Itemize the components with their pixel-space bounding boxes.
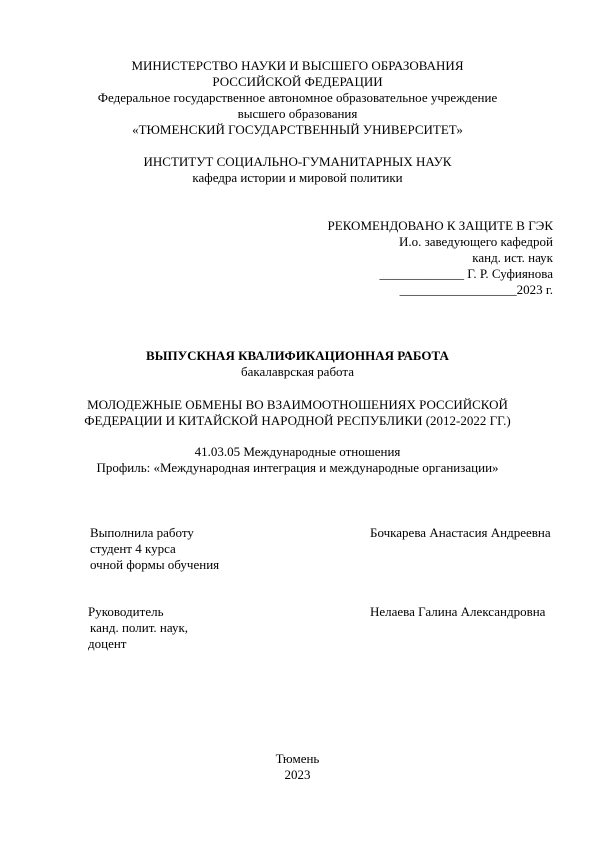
header-block xyxy=(0,58,595,138)
profile: Профиль: «Международная интеграция и международные организации» xyxy=(96,460,499,475)
ministry-line1: МИНИСТЕРСТВО НАУКИ И ВЫСШЕГО ОБРАЗОВАНИЯ xyxy=(131,58,464,73)
approval-position: И.о. заведующего кафедрой xyxy=(398,234,553,249)
approval-signature-line: _____________ Г. Р. Суфиянова xyxy=(379,266,553,281)
department-name: кафедра истории и мировой политики xyxy=(192,170,403,185)
author-label-line1: Выполнила работу xyxy=(90,525,194,540)
institute-name: ИНСТИТУТ СОЦИАЛЬНО-ГУМАНИТАРНЫХ НАУК xyxy=(143,154,452,169)
author-name: Бочкарева Анастасия Андреевна xyxy=(370,525,551,540)
specialty: 41.03.05 Международные отношения xyxy=(194,444,401,459)
city: Тюмень xyxy=(275,751,320,766)
ministry-line2: РОССИЙСКОЙ ФЕДЕРАЦИИ xyxy=(212,74,383,89)
approval-degree: канд. ист. наук xyxy=(472,250,553,265)
approval-title: РЕКОМЕНДОВАНО К ЗАЩИТЕ В ГЭК xyxy=(327,218,553,233)
work-topic-line2: ФЕДЕРАЦИИ И КИТАЙСКОЙ НАРОДНОЙ РЕСПУБЛИКИ (2012-2022 ГГ.) xyxy=(84,413,511,428)
footer-block xyxy=(0,751,595,783)
supervisor-label xyxy=(88,604,188,652)
university-name: «ТЮМЕНСКИЙ ГОСУДАРСТВЕННЫЙ УНИВЕРСИТЕТ» xyxy=(132,122,463,137)
specialty-block xyxy=(0,444,595,476)
approval-block xyxy=(250,218,553,298)
supervisor-label-line2: канд. полит. наук, xyxy=(90,620,189,635)
institute-block xyxy=(0,154,595,186)
author-label-line3: очной формы обучения xyxy=(90,557,220,572)
work-subtype: бакалаврская работа xyxy=(241,364,354,379)
approval-date-line: __________________2023 г. xyxy=(399,282,553,297)
institution-type-line2: высшего образования xyxy=(237,106,358,121)
work-topic-line1: МОЛОДЕЖНЫЕ ОБМЕНЫ ВО ВЗАИМООТНОШЕНИЯХ РОССИЙСКОЙ xyxy=(87,397,508,412)
supervisor-name: Нелаева Галина Александровна xyxy=(370,604,546,619)
work-type: ВЫПУСКНАЯ КВАЛИФИКАЦИОННАЯ РАБОТА xyxy=(146,348,449,363)
supervisor-label-line1: Руководитель xyxy=(88,604,164,619)
year: 2023 xyxy=(284,767,311,782)
work-topic-block xyxy=(0,397,595,429)
work-type-block xyxy=(0,348,595,380)
author-label xyxy=(90,525,219,573)
institution-type-line1: Федеральное государственное автономное образовательное учреждение xyxy=(97,90,498,105)
author-label-line2: студент 4 курса xyxy=(90,541,176,556)
supervisor-label-line3: доцент xyxy=(88,636,127,651)
